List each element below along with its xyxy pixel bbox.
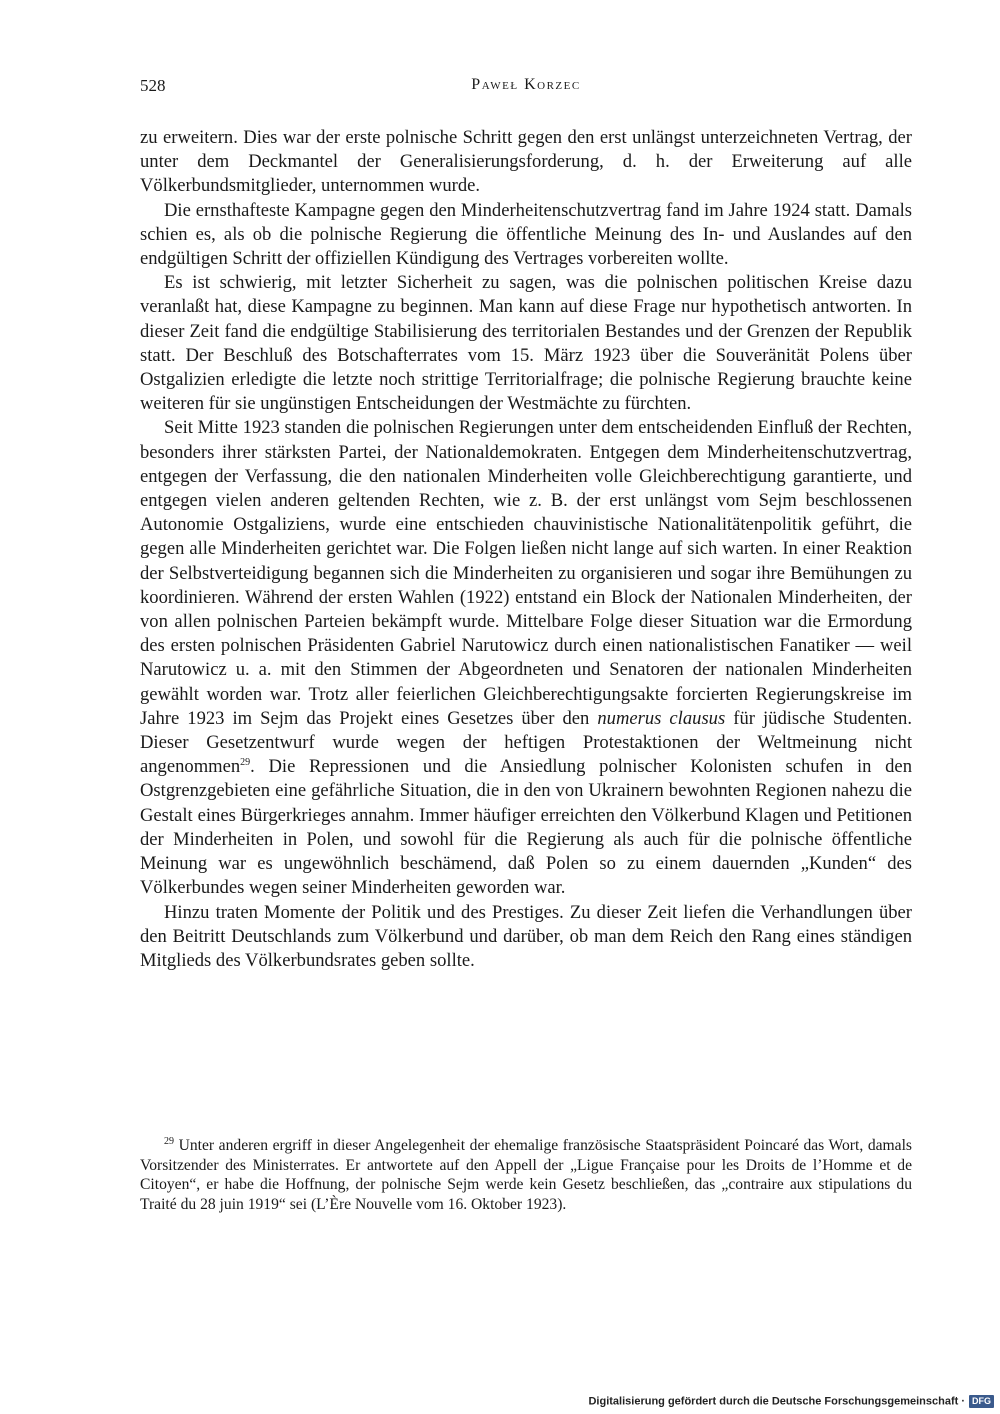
paragraph-5: Hinzu traten Momente der Politik und des Prestiges. Zu dieser Zeit liefen die Verhandlungen über den Beitritt Deutschlands zum Völkerbund und darüber, ob man dem Reich den Rang eines ständigen Mitglieds des Völkerbundsrates geben sollte. bbox=[140, 901, 912, 971]
digitization-credit bbox=[588, 1395, 994, 1408]
paragraph-3: Es ist schwierig, mit letzter Sicherheit zu sagen, was die polnischen politischen Kreise dazu veranlaßt hat, diese Kampagne zu beginnen. Man kann auf diese Frage nur hypothetisch antworten. In dieser Zeit fand die endgültige Stabilisierung des territorialen Bestandes und der Grenzen der Republik statt. Der Beschluß des Botschafterrates vom 15. März 1923 über die Souveränität Polens über Ostgalizien erledigte die letzte noch strittige Territorialfrage; die polnische Regierung brauchte keine weiteren für sie ungünstigen Entscheidungen der Westmächte zu fürchten. bbox=[140, 272, 912, 415]
paragraph-1: zu erweitern. Dies war der erste polnische Schritt gegen den erst unlängst unterzeichneten Vertrag, der unter dem Deckmantel der Generalisierungsforderung, d. h. der Erweiterung auf alle Völkerbundsmitglieder, unternommen wurde. bbox=[140, 127, 912, 197]
page-number: 528 bbox=[140, 76, 166, 95]
paragraph-4-text-a: Seit Mitte 1923 standen die polnischen Regierungen unter dem entscheidenden Einfluß der Rechten, besonders ihrer stärksten Partei, der Nationaldemokraten. Entgegen dem Minderheitenschutzvertrag, entgegen der Verfassung, die den nationalen Minderheiten volle Gleichberechtigung garantierte, und entgegen vielen anderen geltenden Rechten, wie z. B. der erst unlängst vom Sejm beschlossenen Autonomie Ostgaliziens, wurde eine entschieden chauvinistische Nationalitätenpolitik geführt, die gegen alle Minderheiten gerichtet war. Die Folgen ließen nicht lange auf sich warten. In einer Reaktion der Selbstverteidigung begannen sich die Minderheiten zu organisieren und sogar ihre Bemühungen zu koordinieren. Während der ersten Wahlen (1922) entstand ein Block der Nationalen Minderheiten, der von allen polnischen Parteien bekämpft wurde. Mittelbare Folge dieser Situation war die Ermordung des ersten polnischen Präsidenten Gabriel Narutowicz durch einen nationalistischen Fanatiker — weil Narutowicz u. a. mit den Stimmen der Abgeordneten und Senatoren der nationalen Minderheiten gewählt worden war. Trotz aller feierlichen Gleichberechtigungsakte forcierten Regierungskreise im Jahre 1923 im Sejm das Projekt eines Gesetzes über den bbox=[140, 417, 912, 729]
footnote-number: 29 bbox=[164, 1135, 174, 1147]
running-title: Paweł Korzec bbox=[471, 76, 581, 93]
main-text bbox=[140, 126, 912, 973]
credit-text: Digitalisierung gefördert durch die Deutsche Forschungsgemeinschaft · bbox=[588, 1395, 965, 1408]
dfg-logo-icon: DFG bbox=[969, 1395, 994, 1408]
running-head bbox=[140, 76, 912, 102]
footnote-29 bbox=[140, 1136, 912, 1214]
paragraph-2: Die ernsthafteste Kampagne gegen den Minderheitenschutzvertrag fand im Jahre 1924 statt. Damals schien es, als ob die polnische Regierung die öffentliche Meinung des In- und Auslandes auf den endgültigen Schritt der offiziellen Kündigung des Vertrages vorbereiten wollte. bbox=[140, 199, 912, 270]
paragraph-4-text-c: . Die Repressionen und die Ansiedlung polnischer Kolonisten schufen in den Ostgrenzgebieten eine gefährliche Situation, die in den von Ukrainern bewohnten Regionen nahezu die Gestalt eines Bürgerkrieges annahm. Immer häufiger erreichten den Völkerbund Klagen und Petitionen der Minderheiten in Polen, und sowohl für die Regierung als auch für die polnische öffentliche Meinung war es ungewöhnlich beschämend, daß Polen so zu einem dauernden „Kunden“ des Völkerbundes wegen seiner Minderheiten geworden war. bbox=[140, 756, 912, 899]
paragraph-4-text-b: für jüdische Studenten. Dieser Gesetzentwurf wurde wegen der heftigen Protestaktionen der Weltmeinung nicht angenommen bbox=[140, 707, 912, 778]
footnote-reference[interactable]: 29 bbox=[240, 757, 251, 769]
footnote-text: Unter anderen ergriff in dieser Angelegenheit der ehemalige französische Staatspräsident Poincaré das Wort, damals Vorsitzender des Ministerrates. Er antwortete auf den Appell der „Ligue Française pour les Droits de l’Homme et de Citoyen“, er habe die Hoffnung, der polnische Sejm werde kein Gesetz beschließen, das „contraire aux stipulations du Traité du 28 juin 1919“ sei (L’Ère Nouvelle vom 16. Oktober 1923). bbox=[140, 1137, 912, 1213]
footnotes bbox=[140, 1136, 912, 1214]
numerus-clausus-term: numerus clausus bbox=[597, 707, 726, 729]
paragraph-4 bbox=[140, 416, 912, 900]
